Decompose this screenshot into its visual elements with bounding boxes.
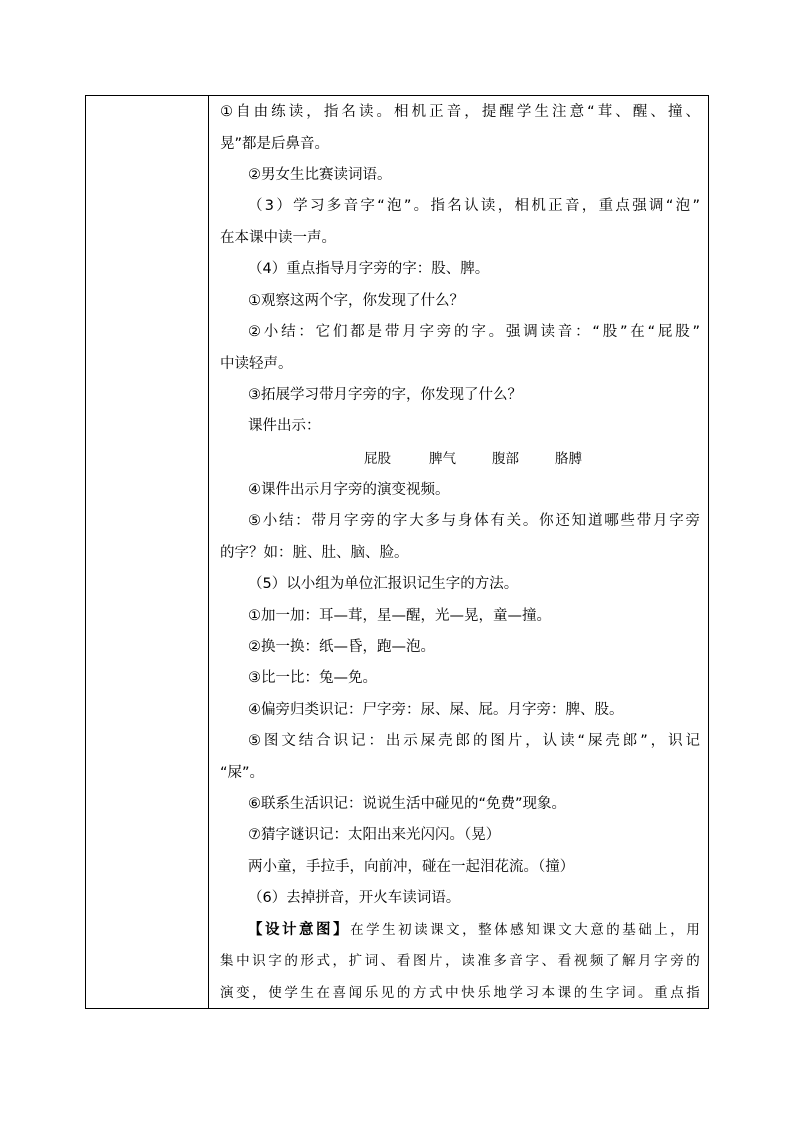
courseware-word: 腹部 <box>492 451 519 467</box>
design-intent-label: 【设计意图】 <box>248 922 351 938</box>
text-line: ①自由练读，指名读。相机正音，提醒学生注意“茸、醒、撞、 <box>220 104 700 120</box>
text-line: ⑦猜字谜识记：太阳出来光闪闪。（晃） <box>248 827 501 843</box>
design-intent-line: 集中识字的形式，扩词、看图片，读准多音字、看视频了解月字旁的 <box>220 953 700 969</box>
design-intent-text: 在学生初读课文，整体感知课文大意的基础上，用 <box>350 922 701 938</box>
text-line: ①观察这两个字，你发现了什么？ <box>248 293 464 309</box>
text-line: ②换一换：纸—昏，跑—泡。 <box>248 639 435 655</box>
content-cell <box>209 96 708 1008</box>
text-line: ④偏旁归类识记：尸字旁：尿、屎、屁。月字旁：脾、股。 <box>248 702 624 718</box>
text-line: 在本课中读一声。 <box>220 230 336 246</box>
text-line: ②男女生比赛读词语。 <box>248 167 392 183</box>
text-line: （6）去掉拼音，开火车读词语。 <box>248 890 461 906</box>
text-line: ⑤小结：带月字旁的字大多与身体有关。你还知道哪些带月字旁 <box>248 513 700 529</box>
text-line: “屎”。 <box>220 765 265 781</box>
text-line: （5）以小组为单位汇报识记生字的方法。 <box>248 576 519 592</box>
text-line: （4）重点指导月字旁的字：股、脾。 <box>248 261 490 277</box>
lesson-plan-table <box>85 95 709 1009</box>
text-line: ①加一加：耳—茸，星—醒，光—晃，童—撞。 <box>248 608 551 624</box>
text-line: 晃”都是后鼻音。 <box>220 136 330 152</box>
text-line: 中读轻声。 <box>220 356 293 372</box>
text-line: ③比一比：兔—免。 <box>248 670 377 686</box>
design-intent-line: 演变，使学生在喜闻乐见的方式中快乐地学习本课的生字词。重点指 <box>220 985 700 1001</box>
text-line: ④课件出示月字旁的演变视频。 <box>248 482 450 498</box>
text-line: ③拓展学习带月字旁的字，你发现了什么？ <box>248 387 522 403</box>
text-line: 的字？如：脏、肚、脑、脸。 <box>220 545 409 561</box>
text-line: 两小童，手拉手，向前冲，碰在一起泪花流。（撞） <box>248 859 575 875</box>
courseware-word: 胳膊 <box>555 451 582 467</box>
courseware-word: 脾气 <box>429 451 456 467</box>
courseware-word: 屁股 <box>364 451 391 467</box>
text-line: ⑥联系生活识记：说说生活中碰见的“免费”现象。 <box>248 796 567 812</box>
text-line: （3）学习多音字“泡”。指名认读，相机正音，重点强调“泡” <box>248 198 700 214</box>
design-intent-line <box>248 920 700 940</box>
text-line: ⑤图文结合识记：出示屎壳郎的图片，认读“屎壳郎”，识记 <box>248 733 700 749</box>
text-line: ②小结：它们都是带月字旁的字。强调读音：“股”在“屁股” <box>248 324 700 340</box>
text-line: 课件出示： <box>248 418 321 434</box>
